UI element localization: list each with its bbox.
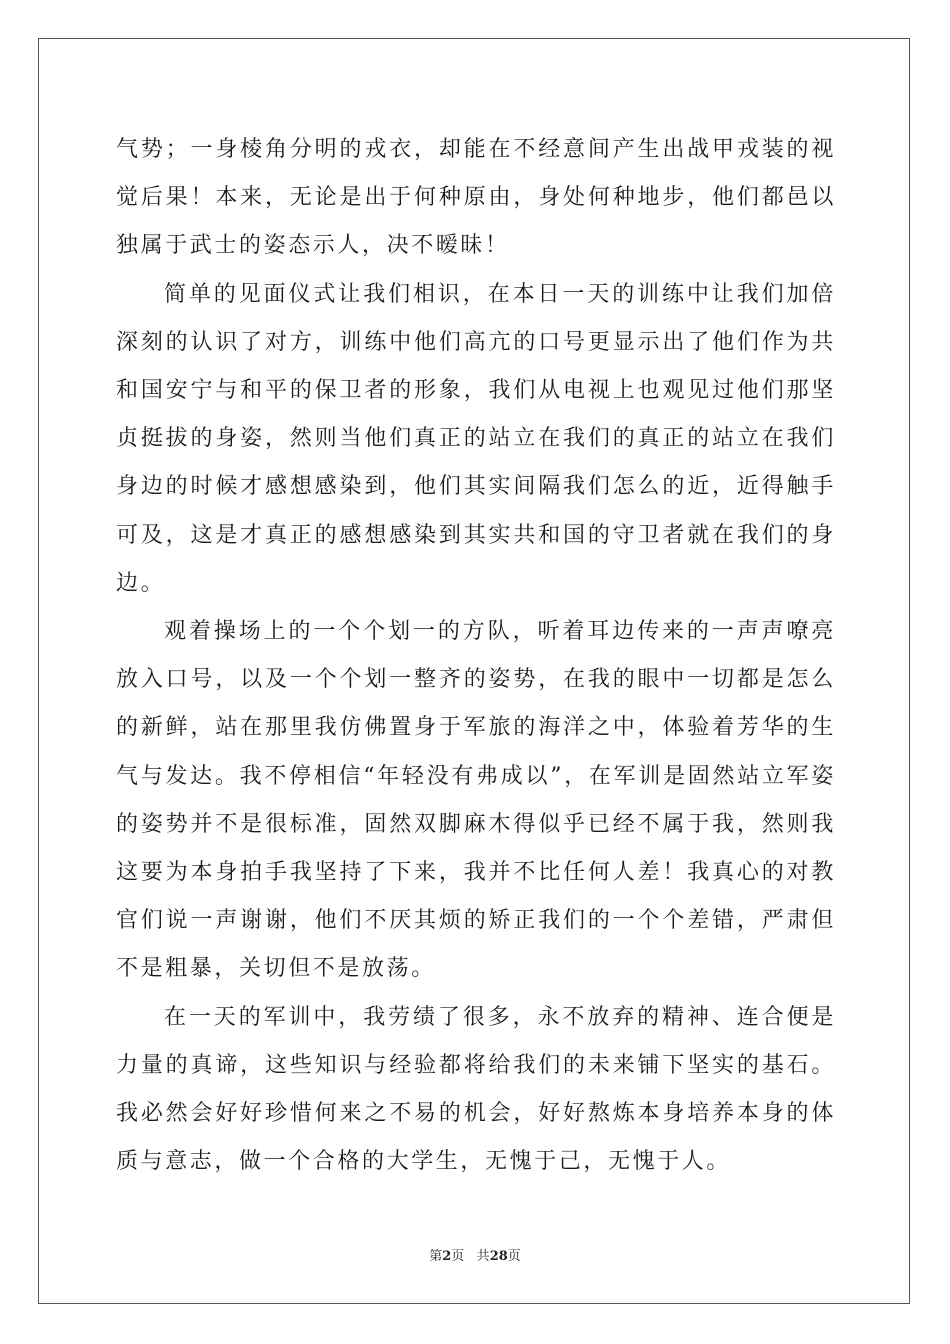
page-number-footer xyxy=(0,1249,950,1265)
footer-total-pages: 28 xyxy=(489,1249,508,1264)
footer-current-page: 2 xyxy=(442,1249,452,1264)
footer-prefix: 第 xyxy=(429,1249,443,1264)
footer-total-suffix: 页 xyxy=(507,1249,521,1264)
paragraph-3: 观着操场上的一个个划一的方队，听着耳边传来的一声声嘹亮放入口号，以及一个个划一整齐的姿势，在我的眼中一切都是怎么的新鲜，站在那里我仿佛置身于军旅的海洋之中，体验着芳华的生气与发达。我不停相信“年轻没有弗成以”，在军训是固然站立军姿的姿势并不是很标准，固然双脚麻木得似乎已经不属于我，然则我这要为本身拍手我坚持了下来，我并不比任何人差！我真心的对教官们说一声谢谢，他们不厌其烦的矫正我们的一个个差错，严肃但不是粗暴，关切但不是放荡。 xyxy=(116,619,836,982)
document-body xyxy=(116,126,836,1186)
paragraph-4: 在一天的军训中，我劳绩了很多，永不放弃的精神、连合便是力量的真谛，这些知识与经验都将给我们的未来铺下坚实的基石。我必然会好好珍惜何来之不易的机会，好好熬炼本身培养本身的体质与意志，做一个合格的大学生，无愧于己，无愧于人。 xyxy=(116,1004,836,1175)
footer-page-word: 页 xyxy=(451,1249,465,1264)
paragraph-1: 气势；一身棱角分明的戎衣，却能在不经意间产生出战甲戎装的视觉后果！本来，无论是出于何种原由，身处何种地步，他们都邑以独属于武士的姿态示人，决不暧昧！ xyxy=(116,137,836,259)
footer-total-prefix: 共 xyxy=(476,1249,490,1264)
paragraph-2: 简单的见面仪式让我们相识，在本日一天的训练中让我们加倍深刻的认识了对方，训练中他们高亢的口号更显示出了他们作为共和国安宁与和平的保卫者的形象，我们从电视上也观见过他们那坚贞挺拔的身姿，然则当他们真正的站立在我们的真正的站立在我们身边的时候才感想感染到，他们其实间隔我们怎么的近，近得触手可及，这是才真正的感想感染到其实共和国的守卫者就在我们的身边。 xyxy=(116,281,836,596)
